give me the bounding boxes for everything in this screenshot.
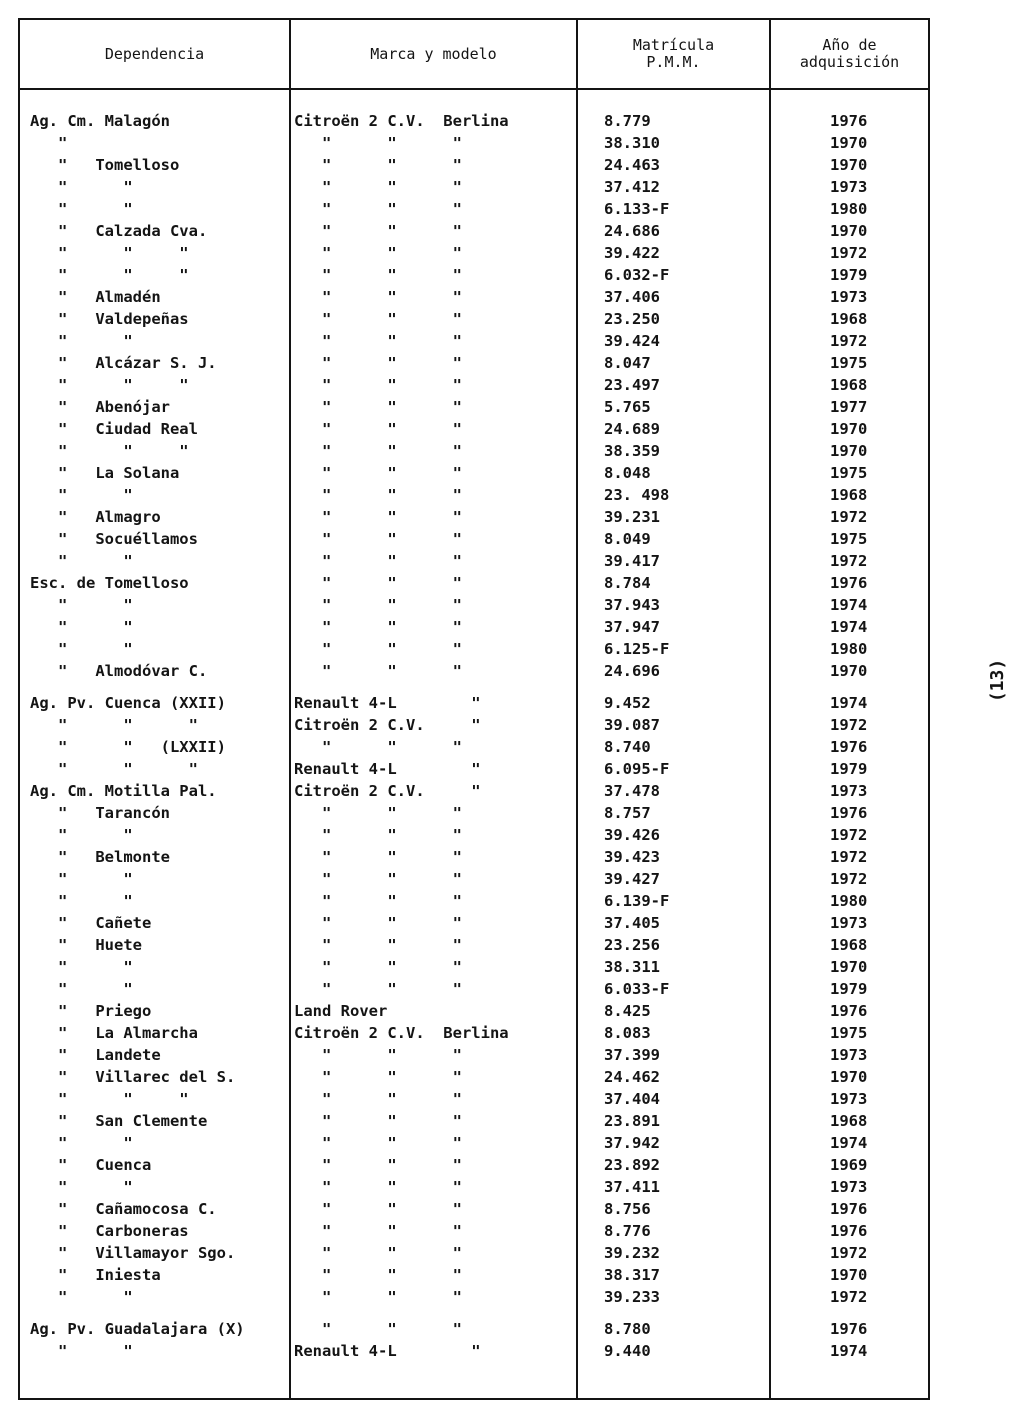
cell-matricula: 9.440 [604,1342,651,1360]
table-row [18,934,930,956]
table-row [18,1088,930,1110]
cell-anio: 1972 [830,244,868,262]
table-row [18,374,930,396]
cell-marca-modelo: " " " [294,354,462,372]
cell-marca-modelo: " " " [294,980,462,998]
cell-anio: 1972 [830,508,868,526]
table-row [18,176,930,198]
cell-matricula: 24.689 [604,420,660,438]
cell-matricula: 24.462 [604,1068,660,1086]
cell-matricula: 37.399 [604,1046,660,1064]
cell-marca-modelo: " " " [294,420,462,438]
cell-dependencia: " " [30,980,133,998]
table-row [18,220,930,242]
cell-dependencia: " Landete [30,1046,161,1064]
cell-dependencia: " " [30,826,133,844]
table-row [18,242,930,264]
cell-matricula: 39.232 [604,1244,660,1262]
cell-anio: 1976 [830,1222,868,1240]
cell-dependencia: " Carboneras [30,1222,189,1240]
cell-anio: 1973 [830,288,868,306]
cell-dependencia: " [30,134,68,152]
cell-anio: 1979 [830,980,868,998]
table-row [18,330,930,352]
cell-matricula: 6.133-F [604,200,670,218]
cell-matricula: 23.892 [604,1156,660,1174]
cell-dependencia: Ag. Cm. Motilla Pal. [30,782,217,800]
cell-dependencia: " San Clemente [30,1112,208,1130]
cell-anio: 1970 [830,958,868,976]
cell-marca-modelo: " " " [294,870,462,888]
header-marca-modelo: Marca y modelo [370,44,497,63]
table-row [18,1154,930,1176]
cell-dependencia: " " [30,618,133,636]
table-row [18,1110,930,1132]
table-row [18,594,930,616]
table-row [18,978,930,1000]
cell-dependencia: " Abenójar [30,398,170,416]
cell-dependencia: " Villarec del S. [30,1068,236,1086]
cell-anio: 1977 [830,398,868,416]
cell-dependencia: " Alcázar S. J. [30,354,217,372]
cell-matricula: 8.757 [604,804,651,822]
cell-matricula: 8.425 [604,1002,651,1020]
cell-marca-modelo: " " " [294,222,462,240]
cell-matricula: 23.497 [604,376,660,394]
table-row [18,418,930,440]
cell-marca-modelo: " " " [294,244,462,262]
table-row [18,528,930,550]
cell-anio: 1968 [830,310,868,328]
cell-dependencia: " Cañete [30,914,152,932]
cell-dependencia: " " " [30,266,189,284]
cell-matricula: 37.406 [604,288,660,306]
table-row [18,1220,930,1242]
cell-anio: 1968 [830,486,868,504]
cell-marca-modelo: " " " [294,332,462,350]
cell-marca-modelo: " " " [294,508,462,526]
cell-dependencia: " Tomelloso [30,156,180,174]
table-row [18,110,930,132]
cell-anio: 1980 [830,640,868,658]
cell-anio: 1975 [830,354,868,372]
cell-marca-modelo: " " " [294,1156,462,1174]
table-row [18,132,930,154]
cell-marca-modelo: " " " [294,464,462,482]
cell-anio: 1970 [830,222,868,240]
table-row [18,1242,930,1264]
table-row [18,1340,930,1362]
cell-anio: 1972 [830,1244,868,1262]
cell-dependencia: " Almodóvar C. [30,662,208,680]
cell-marca-modelo: Renault 4-L " [294,760,481,778]
cell-dependencia: " " [30,486,133,504]
cell-dependencia: " Almadén [30,288,161,306]
cell-anio: 1980 [830,892,868,910]
cell-dependencia: " " " [30,1090,189,1108]
cell-marca-modelo: " " " [294,156,462,174]
cell-anio: 1970 [830,156,868,174]
cell-anio: 1975 [830,530,868,548]
table-row [18,1132,930,1154]
cell-marca-modelo: " " " [294,738,462,756]
table-row [18,714,930,736]
cell-marca-modelo: " " " [294,442,462,460]
cell-anio: 1976 [830,1200,868,1218]
cell-matricula: 37.404 [604,1090,660,1108]
cell-matricula: 8.048 [604,464,651,482]
cell-anio: 1969 [830,1156,868,1174]
cell-anio: 1970 [830,1068,868,1086]
cell-matricula: 37.943 [604,596,660,614]
cell-marca-modelo: Citroën 2 C.V. Berlina [294,1024,509,1042]
cell-dependencia: " Tarancón [30,804,170,822]
table-row [18,1066,930,1088]
cell-anio: 1976 [830,112,868,130]
table-row [18,780,930,802]
cell-anio: 1972 [830,716,868,734]
cell-matricula: 24.686 [604,222,660,240]
table-row [18,1000,930,1022]
cell-dependencia: " Priego [30,1002,152,1020]
cell-matricula: 24.696 [604,662,660,680]
cell-dependencia: " " " [30,442,189,460]
cell-dependencia: " " [30,640,133,658]
table-row [18,616,930,638]
table-row [18,154,930,176]
cell-marca-modelo: " " " [294,640,462,658]
cell-marca-modelo: " " " [294,1320,462,1338]
cell-matricula: 8.047 [604,354,651,372]
header-anio-adquisicion: Año de adquisición [799,36,900,71]
table-row [18,550,930,572]
table-row [18,396,930,418]
table-row [18,638,930,660]
table-row [18,308,930,330]
cell-marca-modelo: Citroën 2 C.V. " [294,782,481,800]
cell-matricula: 37.947 [604,618,660,636]
cell-anio: 1970 [830,420,868,438]
cell-matricula: 37.942 [604,1134,660,1152]
table-row [18,264,930,286]
cell-anio: 1974 [830,618,868,636]
cell-anio: 1968 [830,1112,868,1130]
cell-dependencia: " Calzada Cva. [30,222,208,240]
cell-anio: 1974 [830,694,868,712]
cell-dependencia: " " [30,892,133,910]
table-row [18,352,930,374]
cell-marca-modelo: " " " [294,1244,462,1262]
cell-anio: 1972 [830,870,868,888]
cell-marca-modelo: " " " [294,530,462,548]
cell-marca-modelo: " " " [294,1068,462,1086]
cell-marca-modelo: " " " [294,574,462,592]
cell-matricula: 37.411 [604,1178,660,1196]
cell-dependencia: " La Almarcha [30,1024,198,1042]
cell-matricula: 6.139-F [604,892,670,910]
table-row [18,912,930,934]
cell-dependencia: Esc. de Tomelloso [30,574,189,592]
cell-matricula: 39.422 [604,244,660,262]
cell-marca-modelo: " " " [294,134,462,152]
cell-marca-modelo: " " " [294,958,462,976]
cell-matricula: 39.426 [604,826,660,844]
cell-matricula: 24.463 [604,156,660,174]
table-row [18,440,930,462]
cell-marca-modelo: " " " [294,826,462,844]
cell-matricula: 8.780 [604,1320,651,1338]
cell-dependencia: " " [30,1178,133,1196]
cell-matricula: 6.125-F [604,640,670,658]
cell-anio: 1972 [830,332,868,350]
header-separator [18,88,930,90]
cell-dependencia: " " [30,1342,133,1360]
cell-matricula: 5.765 [604,398,651,416]
cell-matricula: 8.083 [604,1024,651,1042]
table-row [18,736,930,758]
cell-matricula: 6.095-F [604,760,670,778]
header-dependencia: Dependencia [104,44,205,63]
cell-matricula: 39.424 [604,332,660,350]
cell-matricula: 39.087 [604,716,660,734]
row-gap [18,682,930,692]
table-row [18,1318,930,1340]
table-row [18,286,930,308]
cell-marca-modelo: " " " [294,936,462,954]
table-row [18,692,930,714]
table-row [18,956,930,978]
cell-dependencia: " " [30,596,133,614]
cell-matricula: 23. 498 [604,486,670,504]
table-row [18,572,930,594]
cell-matricula: 39.427 [604,870,660,888]
cell-dependencia: " " " [30,376,189,394]
cell-marca-modelo: " " " [294,552,462,570]
cell-dependencia: Ag. Pv. Guadalajara (X) [30,1320,245,1338]
table-row [18,802,930,824]
row-gap [18,1308,930,1318]
cell-anio: 1973 [830,178,868,196]
cell-anio: 1974 [830,596,868,614]
cell-marca-modelo: " " " [294,200,462,218]
table-row [18,1198,930,1220]
cell-dependencia: " Cañamocosa C. [30,1200,217,1218]
cell-anio: 1973 [830,1046,868,1064]
table-row [18,484,930,506]
cell-marca-modelo: Citroën 2 C.V. Berlina [294,112,509,130]
cell-matricula: 8.776 [604,1222,651,1240]
cell-matricula: 9.452 [604,694,651,712]
cell-dependencia: " Huete [30,936,142,954]
cell-anio: 1972 [830,826,868,844]
table-row [18,1176,930,1198]
cell-dependencia: " " " [30,760,198,778]
cell-matricula: 23.891 [604,1112,660,1130]
cell-dependencia: " " [30,178,133,196]
cell-anio: 1972 [830,552,868,570]
cell-matricula: 8.784 [604,574,651,592]
cell-marca-modelo: " " " [294,398,462,416]
cell-matricula: 6.032-F [604,266,670,284]
cell-anio: 1970 [830,442,868,460]
cell-dependencia: " " [30,870,133,888]
cell-matricula: 39.423 [604,848,660,866]
cell-matricula: 8.756 [604,1200,651,1218]
cell-dependencia: " " (LXXII) [30,738,226,756]
cell-anio: 1973 [830,914,868,932]
cell-matricula: 37.412 [604,178,660,196]
cell-dependencia: " " [30,1134,133,1152]
cell-dependencia: " " [30,200,133,218]
cell-anio: 1968 [830,376,868,394]
cell-anio: 1975 [830,1024,868,1042]
table-row [18,1022,930,1044]
cell-anio: 1974 [830,1342,868,1360]
cell-marca-modelo: " " " [294,1090,462,1108]
cell-anio: 1970 [830,134,868,152]
cell-marca-modelo: Renault 4-L " [294,1342,481,1360]
cell-dependencia: " " [30,958,133,976]
cell-marca-modelo: " " " [294,1112,462,1130]
table-row [18,1286,930,1308]
cell-anio: 1970 [830,662,868,680]
table-row [18,824,930,846]
cell-anio: 1973 [830,1090,868,1108]
cell-matricula: 37.478 [604,782,660,800]
cell-dependencia: " Almagro [30,508,161,526]
cell-marca-modelo: " " " [294,288,462,306]
cell-anio: 1970 [830,1266,868,1284]
cell-dependencia: Ag. Pv. Cuenca (XXII) [30,694,226,712]
table-row [18,868,930,890]
table-row [18,890,930,912]
header-matricula: Matrícula P.M.M. [632,36,715,71]
cell-marca-modelo: " " " [294,178,462,196]
cell-dependencia: " Socuéllamos [30,530,198,548]
cell-dependencia: " Iniesta [30,1266,161,1284]
cell-dependencia: " Belmonte [30,848,170,866]
cell-matricula: 6.033-F [604,980,670,998]
cell-anio: 1972 [830,1288,868,1306]
cell-matricula: 23.250 [604,310,660,328]
table-body [18,110,930,1362]
cell-marca-modelo: " " " [294,618,462,636]
cell-marca-modelo: " " " [294,1288,462,1306]
cell-matricula: 8.740 [604,738,651,756]
cell-marca-modelo: " " " [294,804,462,822]
cell-anio: 1976 [830,738,868,756]
cell-marca-modelo: " " " [294,486,462,504]
table-row [18,462,930,484]
table-row [18,198,930,220]
cell-dependencia: " " " [30,244,189,262]
cell-marca-modelo: " " " [294,1178,462,1196]
cell-dependencia: " " " [30,716,198,734]
table-row [18,1264,930,1286]
cell-anio: 1975 [830,464,868,482]
cell-marca-modelo: " " " [294,1134,462,1152]
cell-matricula: 38.310 [604,134,660,152]
cell-dependencia: " Valdepeñas [30,310,189,328]
table-row [18,758,930,780]
cell-anio: 1973 [830,782,868,800]
cell-dependencia: Ag. Cm. Malagón [30,112,170,130]
cell-anio: 1974 [830,1134,868,1152]
page-number: (13) [987,658,1009,703]
table-row [18,660,930,682]
cell-dependencia: " " [30,332,133,350]
table-row [18,1044,930,1066]
cell-matricula: 37.405 [604,914,660,932]
cell-marca-modelo: " " " [294,848,462,866]
cell-marca-modelo: " " " [294,596,462,614]
table-row [18,846,930,868]
cell-marca-modelo: " " " [294,376,462,394]
cell-dependencia: " " [30,1288,133,1306]
cell-dependencia: " Villamayor Sgo. [30,1244,236,1262]
cell-anio: 1973 [830,1178,868,1196]
cell-anio: 1976 [830,1002,868,1020]
cell-dependencia: " " [30,552,133,570]
cell-matricula: 39.231 [604,508,660,526]
cell-marca-modelo: " " " [294,1222,462,1240]
cell-anio: 1972 [830,848,868,866]
cell-matricula: 23.256 [604,936,660,954]
table-row [18,506,930,528]
cell-dependencia: " La Solana [30,464,180,482]
cell-anio: 1979 [830,266,868,284]
cell-matricula: 38.311 [604,958,660,976]
cell-marca-modelo: " " " [294,266,462,284]
cell-matricula: 39.233 [604,1288,660,1306]
cell-matricula: 38.359 [604,442,660,460]
cell-marca-modelo: " " " [294,914,462,932]
cell-marca-modelo: " " " [294,662,462,680]
cell-marca-modelo: " " " [294,892,462,910]
cell-marca-modelo: Land Rover [294,1002,388,1020]
cell-marca-modelo: Renault 4-L " [294,694,481,712]
cell-anio: 1968 [830,936,868,954]
cell-matricula: 8.779 [604,112,651,130]
cell-anio: 1980 [830,200,868,218]
cell-marca-modelo: " " " [294,1046,462,1064]
cell-anio: 1976 [830,1320,868,1338]
cell-matricula: 39.417 [604,552,660,570]
cell-marca-modelo: " " " [294,1266,462,1284]
cell-dependencia: " Ciudad Real [30,420,198,438]
cell-marca-modelo: " " " [294,1200,462,1218]
cell-anio: 1976 [830,804,868,822]
cell-matricula: 8.049 [604,530,651,548]
cell-matricula: 38.317 [604,1266,660,1284]
cell-anio: 1979 [830,760,868,778]
cell-dependencia: " Cuenca [30,1156,152,1174]
cell-marca-modelo: " " " [294,310,462,328]
cell-marca-modelo: Citroën 2 C.V. " [294,716,481,734]
cell-anio: 1976 [830,574,868,592]
